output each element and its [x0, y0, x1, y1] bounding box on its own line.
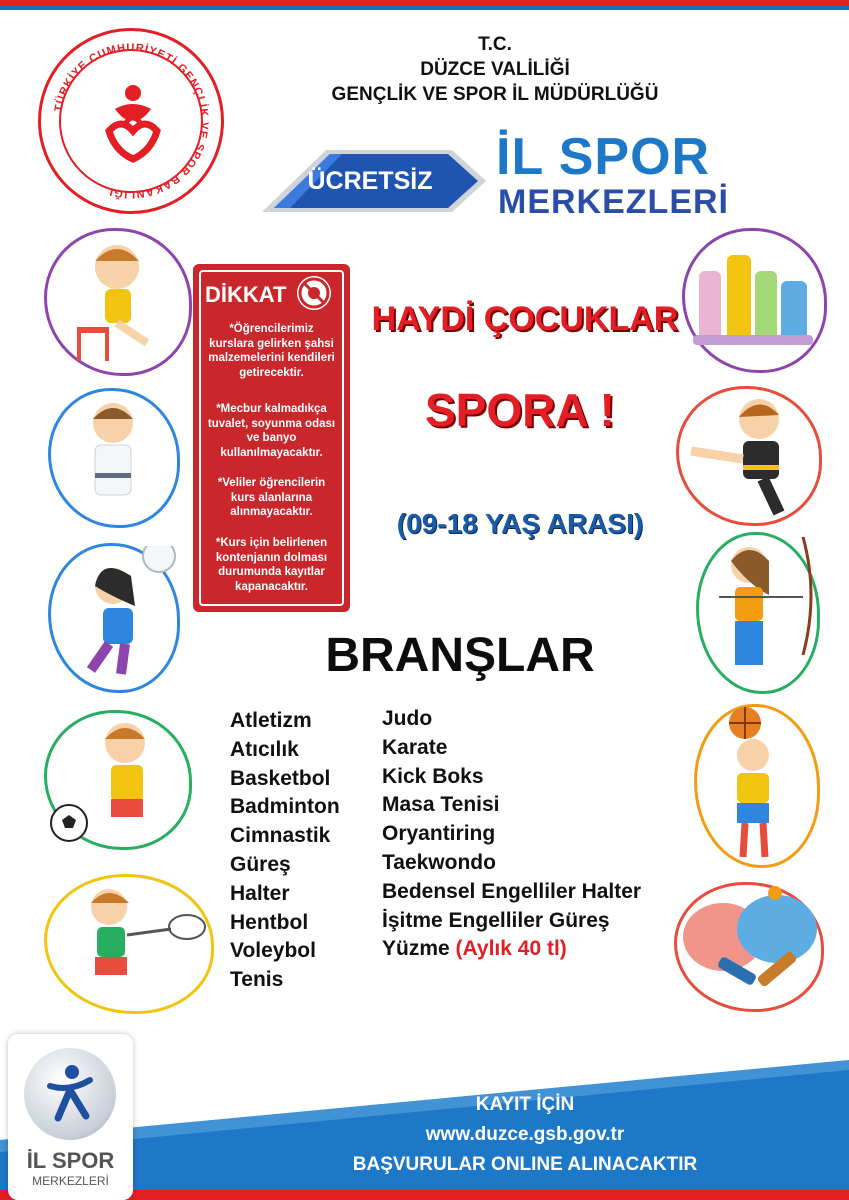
header-tc: T.C.	[478, 34, 512, 55]
branch-item: Hentbol	[230, 910, 309, 934]
warning-item-2: *Mecbur kalmadıkça tuvalet, soyunma odası ve banyo kullanılmayacaktır.	[207, 403, 336, 459]
chess-illustration	[682, 228, 827, 373]
branch-item: Badminton	[230, 795, 340, 819]
branches-title: BRANŞLAR	[325, 629, 595, 682]
karate-kid-icon	[51, 391, 177, 525]
badminton-girl-illustration	[44, 874, 214, 1014]
branch-item: Oryantiring	[382, 822, 496, 846]
branch-item: Bedensel Engelliler Halter	[382, 879, 642, 903]
basketball-boy-illustration	[694, 704, 820, 868]
badminton-player-icon	[47, 877, 211, 1011]
branches-column-1	[230, 707, 340, 995]
virus-warning-icon	[297, 276, 331, 310]
age-range: (09-18 YAŞ ARASI)	[396, 508, 644, 539]
branch-item: Masa Tenisi	[382, 793, 500, 817]
warning-item-4: *Kurs için belirlenen kontenjanın dolması durumunda kayıtlar kapanacaktır.	[215, 537, 328, 593]
headline-to-sports: SPORA !	[425, 384, 615, 436]
registration-online-note: BAŞVURULAR ONLINE ALINACAKTIR	[352, 1154, 698, 1175]
swimming-label: Yüzme	[382, 937, 450, 961]
branch-item: Basketbol	[230, 766, 331, 790]
brand-merkezleri: MERKEZLERİ	[498, 183, 729, 221]
registration-url: www.duzce.gsb.gov.tr	[425, 1124, 625, 1145]
headline-kids: HAYDİ ÇOCUKLAR	[371, 300, 679, 338]
volleyball-player-icon	[51, 546, 177, 690]
branch-item: Halter	[230, 881, 290, 905]
il-spor-logo-card	[8, 1034, 133, 1200]
warning-item-3: *Veliler öğrencilerin kurs alanlarına alınmayacaktır.	[217, 477, 326, 518]
branch-item: Voleybol	[230, 939, 316, 963]
branch-item: Tenis	[230, 968, 284, 992]
top-blue-bar	[0, 6, 849, 10]
branch-item: İşitme Engelliler Güreş	[382, 908, 610, 932]
branch-item: Atletizm	[230, 709, 312, 732]
header-governorship: DÜZCE VALİLİĞİ	[420, 59, 570, 80]
brand-il-spor: İL SPOR	[496, 128, 711, 186]
institution-header	[300, 32, 690, 107]
warning-notice	[193, 264, 350, 612]
branch-item-swimming	[382, 935, 641, 964]
svg-text:TÜRKİYE CUMHURİYETİ GENÇLİK VE: TÜRKİYE CUMHURİYETİ GENÇLİK VE SPOR BAKANLIĞI	[52, 41, 211, 201]
registration-label: KAYIT İÇİN	[475, 1094, 575, 1115]
registration-info	[290, 1090, 760, 1180]
karate-kick-icon	[679, 389, 819, 523]
archer-icon	[699, 535, 817, 691]
branch-item: Cimnastik	[230, 824, 331, 848]
il-spor-logo-circle	[24, 1048, 116, 1140]
branch-item: Güreş	[230, 852, 291, 876]
warning-item-1: *Öğrencilerimiz kurslara gelirken şahsi malzemelerini kendileri getirecektir.	[208, 323, 335, 379]
basketball-kid-icon	[697, 707, 817, 865]
free-label: ÜCRETSİZ	[307, 167, 433, 195]
ministry-seal	[38, 28, 224, 214]
branch-item: Karate	[382, 735, 448, 759]
archery-girl-illustration	[696, 532, 820, 694]
football-boy-illustration	[44, 710, 192, 850]
athletics-illustration	[44, 228, 192, 376]
branch-item: Kick Boks	[382, 764, 484, 788]
football-kid-icon	[47, 713, 189, 847]
logo-merkezleri: MERKEZLERİ	[32, 1174, 109, 1188]
ministry-emblem-icon	[93, 79, 173, 165]
branch-item: Judo	[382, 707, 433, 730]
swimming-price: (Aylık 40 tl)	[455, 937, 567, 961]
ping-pong-paddles-icon	[677, 885, 821, 1009]
karate-kick-illustration	[676, 386, 822, 526]
volleyball-girl-illustration	[48, 543, 180, 693]
chess-pieces-icon	[685, 231, 824, 370]
logo-il-spor: İL SPOR	[26, 1148, 115, 1173]
karate-boy-illustration	[48, 388, 180, 528]
branch-item: Atıcılık	[230, 737, 299, 761]
branch-item: Taekwondo	[382, 850, 496, 874]
running-figure-icon	[24, 1048, 116, 1140]
header-directorate: GENÇLİK VE SPOR İL MÜDÜRLÜĞÜ	[331, 84, 659, 105]
branches-column-2	[382, 705, 641, 964]
table-tennis-illustration	[674, 882, 824, 1012]
warning-title: DİKKAT	[205, 282, 287, 307]
hurdle-runner-icon	[47, 231, 189, 373]
